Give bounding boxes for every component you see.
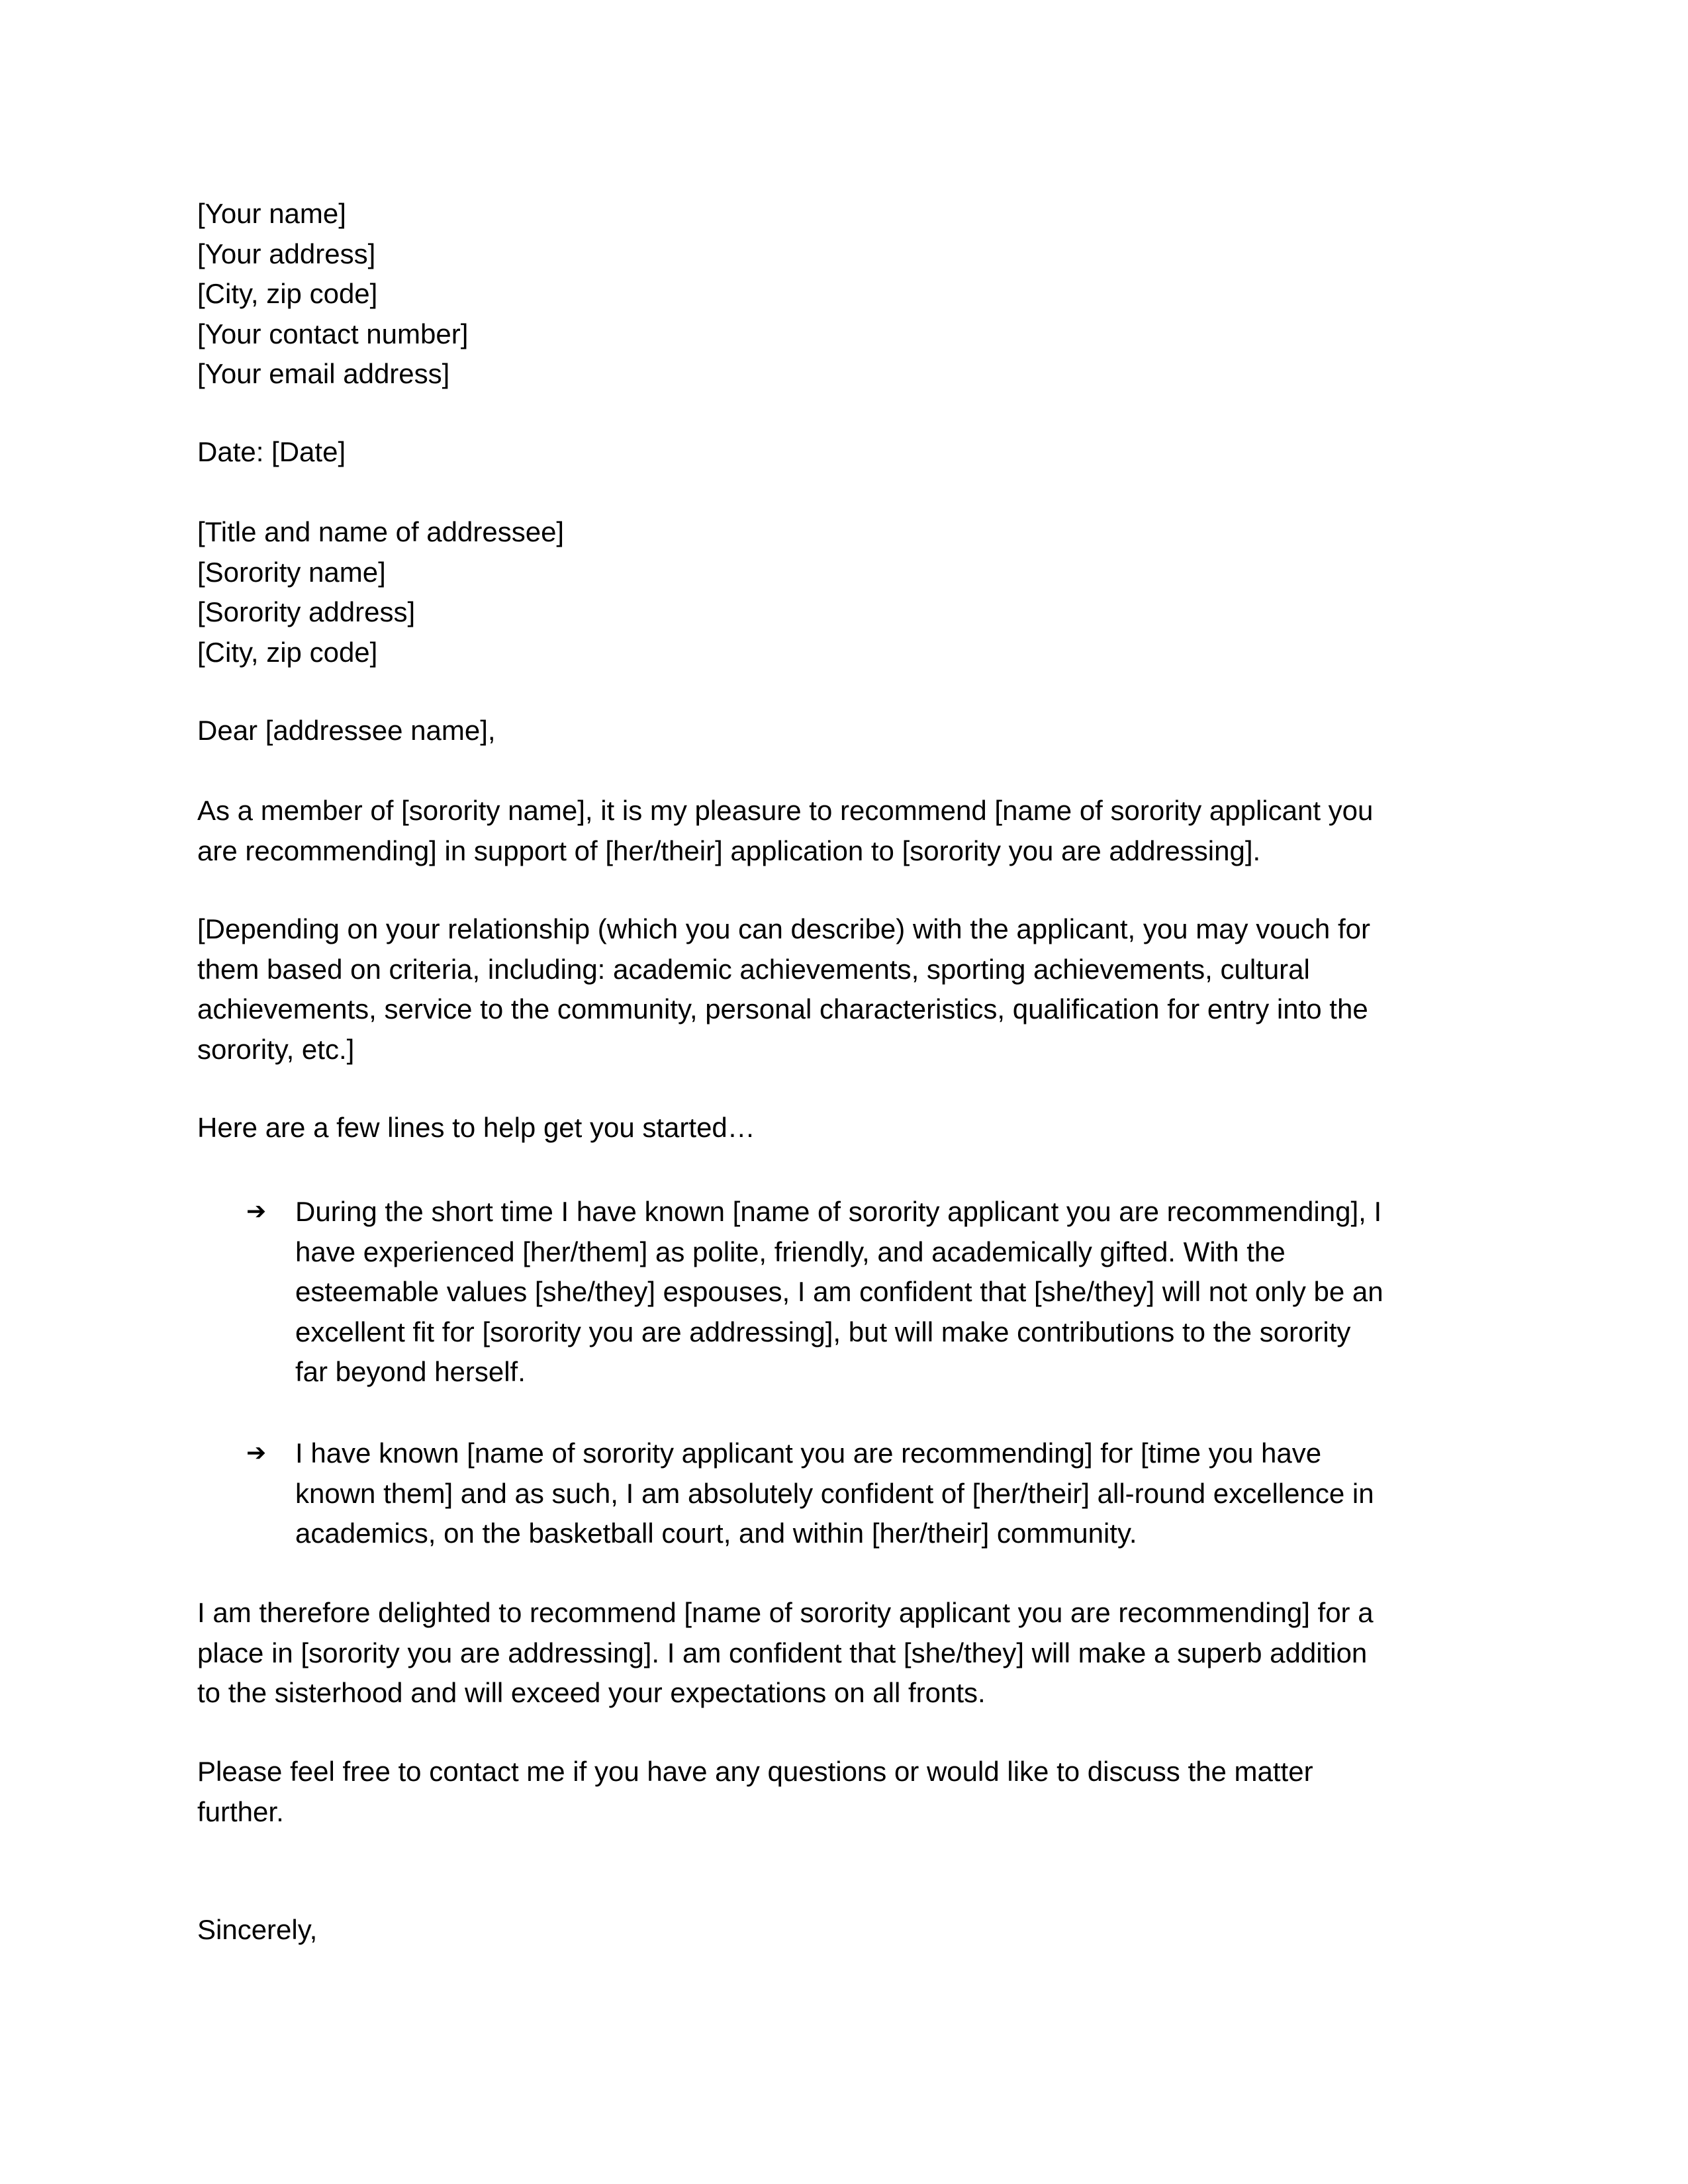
paragraph-lines-intro (197, 1108, 755, 1148)
paragraph-line: [Depending on your relationship (which you can describe) with the applicant, you may vouch for (197, 913, 1370, 944)
paragraph-line: further. (197, 1796, 284, 1827)
paragraph-intro (197, 791, 1373, 871)
paragraph-line: place in [sorority you are addressing]. I am confident that [she/they] will make a superb addition (197, 1637, 1368, 1668)
bullet-line: academics, on the basketball court, and within [her/their] community. (295, 1518, 1137, 1549)
recipient-address-block (197, 512, 564, 672)
arrow-bullet-icon: ➔ (246, 1439, 267, 1467)
paragraph-line: are recommending] in support of [her/their] application to [sorority you are addressing]. (197, 835, 1261, 866)
recipient-line: [Title and name of addressee] (197, 516, 565, 547)
paragraph-line: sorority, etc.] (197, 1033, 355, 1065)
closing-text: Sincerely, (197, 1914, 318, 1945)
sender-line: [Your contact number] (197, 318, 469, 349)
date-text: Date: [Date] (197, 436, 346, 467)
sender-line: [Your address] (197, 238, 376, 269)
sender-line: [City, zip code] (197, 278, 378, 309)
date-line (197, 432, 346, 473)
paragraph-line: achievements, service to the community, personal characteristics, qualification for entry into the (197, 993, 1368, 1024)
paragraph-line: Here are a few lines to help get you started… (197, 1112, 755, 1143)
paragraph-contact (197, 1752, 1313, 1832)
paragraph-relationship (197, 909, 1370, 1069)
paragraph-line: Please feel free to contact me if you have any questions or would like to discuss the matter (197, 1756, 1313, 1787)
sender-line: [Your name] (197, 198, 346, 229)
recipient-line: [Sorority name] (197, 556, 386, 588)
bullet-line: During the short time I have known [name of sorority applicant you are recommending], I (295, 1196, 1382, 1227)
recipient-line: [Sorority address] (197, 596, 416, 627)
bullet-line: excellent fit for [sorority you are addressing], but will make contributions to the sorority (295, 1316, 1351, 1347)
salutation (197, 711, 496, 751)
paragraph-line: As a member of [sorority name], it is my pleasure to recommend [name of sorority applicant you (197, 795, 1374, 826)
closing (197, 1910, 317, 1950)
arrow-bullet-icon: ➔ (246, 1198, 267, 1225)
bullet-line: far beyond herself. (295, 1356, 526, 1387)
bullet-line: I have known [name of sorority applicant you are recommending] for [time you have (295, 1437, 1322, 1469)
recipient-line: [City, zip code] (197, 636, 378, 668)
paragraph-line: to the sisterhood and will exceed your expectations on all fronts. (197, 1677, 986, 1708)
paragraph-recommendation (197, 1593, 1374, 1713)
sender-address-block (197, 194, 468, 394)
bullet-line: have experienced [her/them] as polite, friendly, and academically gifted. With the (295, 1236, 1286, 1267)
paragraph-line: them based on criteria, including: academic achievements, sporting achievements, cultural (197, 953, 1310, 985)
paragraph-line: I am therefore delighted to recommend [name of sorority applicant you are recommending] for a (197, 1597, 1374, 1628)
bullet-item-2 (295, 1433, 1374, 1554)
sender-line: [Your email address] (197, 358, 450, 389)
salutation-text: Dear [addressee name], (197, 715, 496, 746)
bullet-item-1 (295, 1192, 1383, 1392)
bullet-line: esteemable values [she/they] espouses, I am confident that [she/they] will not only be an (295, 1276, 1383, 1307)
bullet-line: known them] and as such, I am absolutely confident of [her/their] all-round excellence in (295, 1477, 1374, 1509)
